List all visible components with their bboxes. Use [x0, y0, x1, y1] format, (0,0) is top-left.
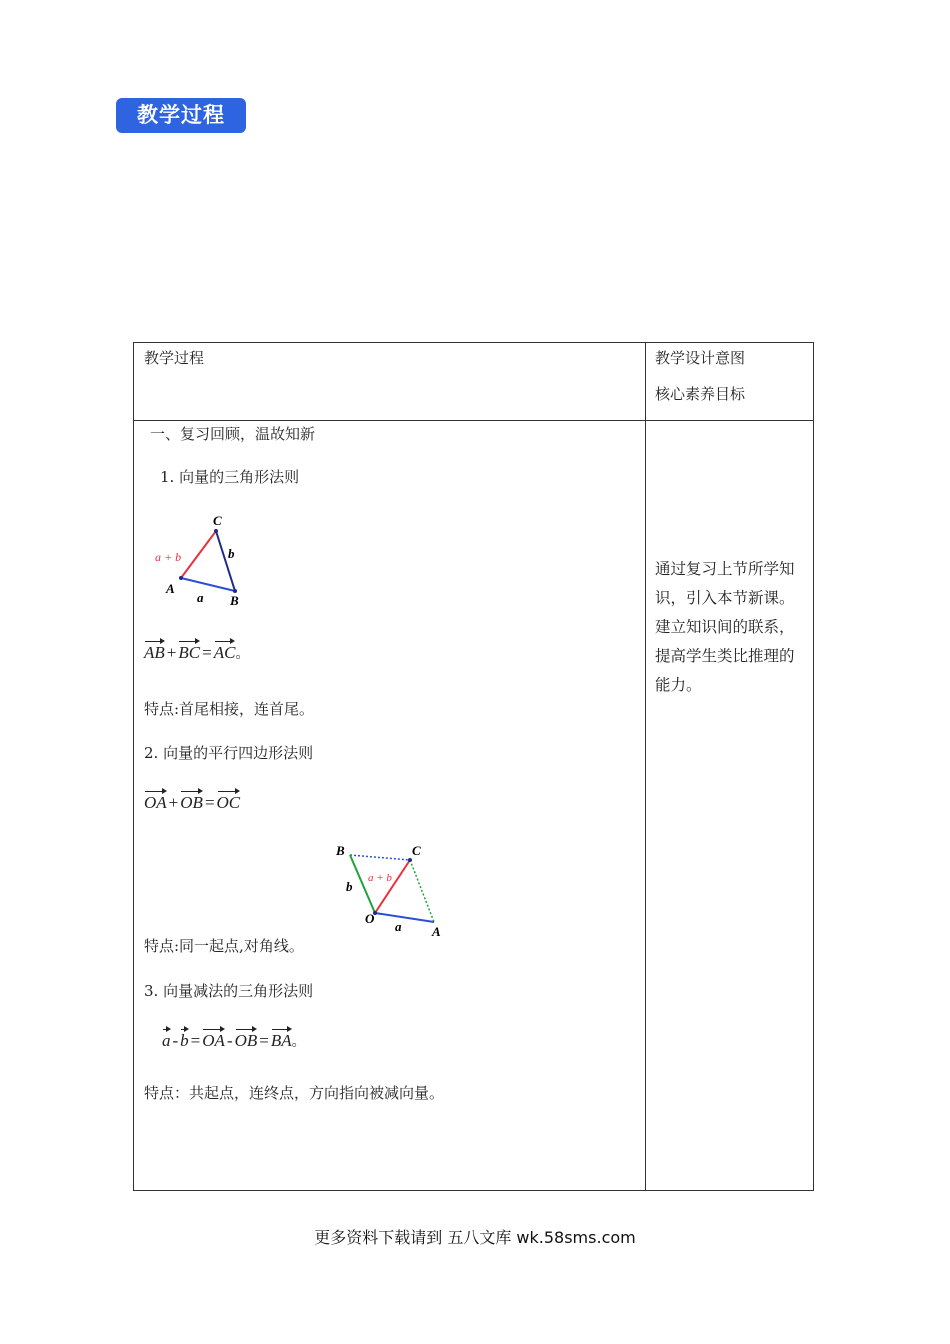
- vector-oc: OC: [217, 789, 241, 813]
- item2-title: 2. 向量的平行四边形法则: [144, 744, 314, 762]
- item2-feature: 特点:同一起点,对角线。: [144, 937, 304, 955]
- design-intent-note: 通过复习上节所学知识，引入本节新课。建立知识间的联系，提高学生类比推理的能力。: [655, 560, 795, 694]
- vector-b: b: [180, 1027, 189, 1051]
- item3-title: 3. 向量减法的三角形法则: [144, 982, 314, 1000]
- label-b-point: B: [230, 593, 239, 608]
- vector-b-line: [216, 531, 235, 591]
- point-c-dot: [408, 858, 412, 862]
- item1-feature: 特点:首尾相接，连首尾。: [144, 700, 315, 718]
- equals-op-2: =: [259, 1031, 269, 1050]
- footer-link[interactable]: 更多资料下载请到 五八文库 wk.58sms.com: [314, 1228, 636, 1247]
- parallelogram-law-figure: [330, 839, 460, 941]
- plus-op: +: [168, 793, 179, 812]
- section-title: 一、复习回顾，温故知新: [150, 425, 316, 443]
- label-a-vector: a: [197, 590, 204, 605]
- item1-title: 1. 向量的三角形法则: [160, 468, 300, 486]
- label-sum: a + b: [368, 872, 392, 884]
- label-b-vector: b: [346, 879, 353, 894]
- label-c: C: [213, 513, 222, 528]
- subtraction-formula: [162, 1027, 306, 1051]
- vector-bc: BC: [178, 639, 200, 663]
- vector-sum-line: [375, 860, 410, 913]
- header-right-line1: 教学设计意图: [655, 349, 746, 367]
- header-divider: [134, 420, 813, 421]
- equals-op: =: [202, 643, 212, 662]
- header-left: 教学过程: [144, 349, 205, 367]
- vector-oa: OA: [202, 1027, 225, 1051]
- equals-op: =: [190, 1031, 201, 1050]
- vector-ab: AB: [144, 639, 165, 663]
- dash-bc: [350, 855, 410, 860]
- vector-ob: OB: [235, 1027, 258, 1051]
- triangle-formula: [144, 639, 249, 663]
- vector-sum-line: [181, 531, 216, 578]
- plus-op: +: [166, 643, 177, 662]
- parallelogram-formula: [144, 789, 240, 813]
- lesson-table: [133, 342, 814, 1191]
- label-sum: a + b: [155, 550, 182, 564]
- triangle-law-figure: [152, 511, 262, 611]
- label-a-point: A: [432, 924, 441, 939]
- vector-a-line: [181, 578, 235, 591]
- label-b-vector: b: [228, 546, 235, 561]
- vector-ba: BA: [271, 1027, 292, 1051]
- item3-feature: 特点：共起点，连终点，方向指向被减向量。: [144, 1084, 445, 1102]
- equals-op: =: [204, 793, 215, 812]
- section-badge: 教学过程: [116, 98, 246, 133]
- vector-a-line: [375, 913, 434, 922]
- vector-oa: OA: [144, 789, 167, 813]
- label-c: C: [412, 843, 421, 858]
- header-right-line2: 核心素养目标: [655, 385, 746, 403]
- point-a-dot: [179, 576, 183, 580]
- vector-b-line: [350, 855, 375, 913]
- vector-ob: OB: [180, 789, 203, 813]
- minus-op: -: [172, 1031, 179, 1050]
- dash-ca: [410, 860, 434, 922]
- point-c-dot: [214, 529, 218, 533]
- label-b-point: B: [336, 843, 345, 858]
- minus-op-2: -: [226, 1031, 233, 1050]
- period: 。: [291, 1034, 306, 1050]
- label-o: O: [365, 911, 375, 926]
- period: 。: [235, 646, 250, 662]
- label-a-vector: a: [395, 919, 402, 934]
- label-a-point: A: [166, 581, 175, 596]
- vector-a: a: [162, 1027, 171, 1051]
- column-divider: [645, 343, 646, 1190]
- vector-ac: AC: [214, 639, 236, 663]
